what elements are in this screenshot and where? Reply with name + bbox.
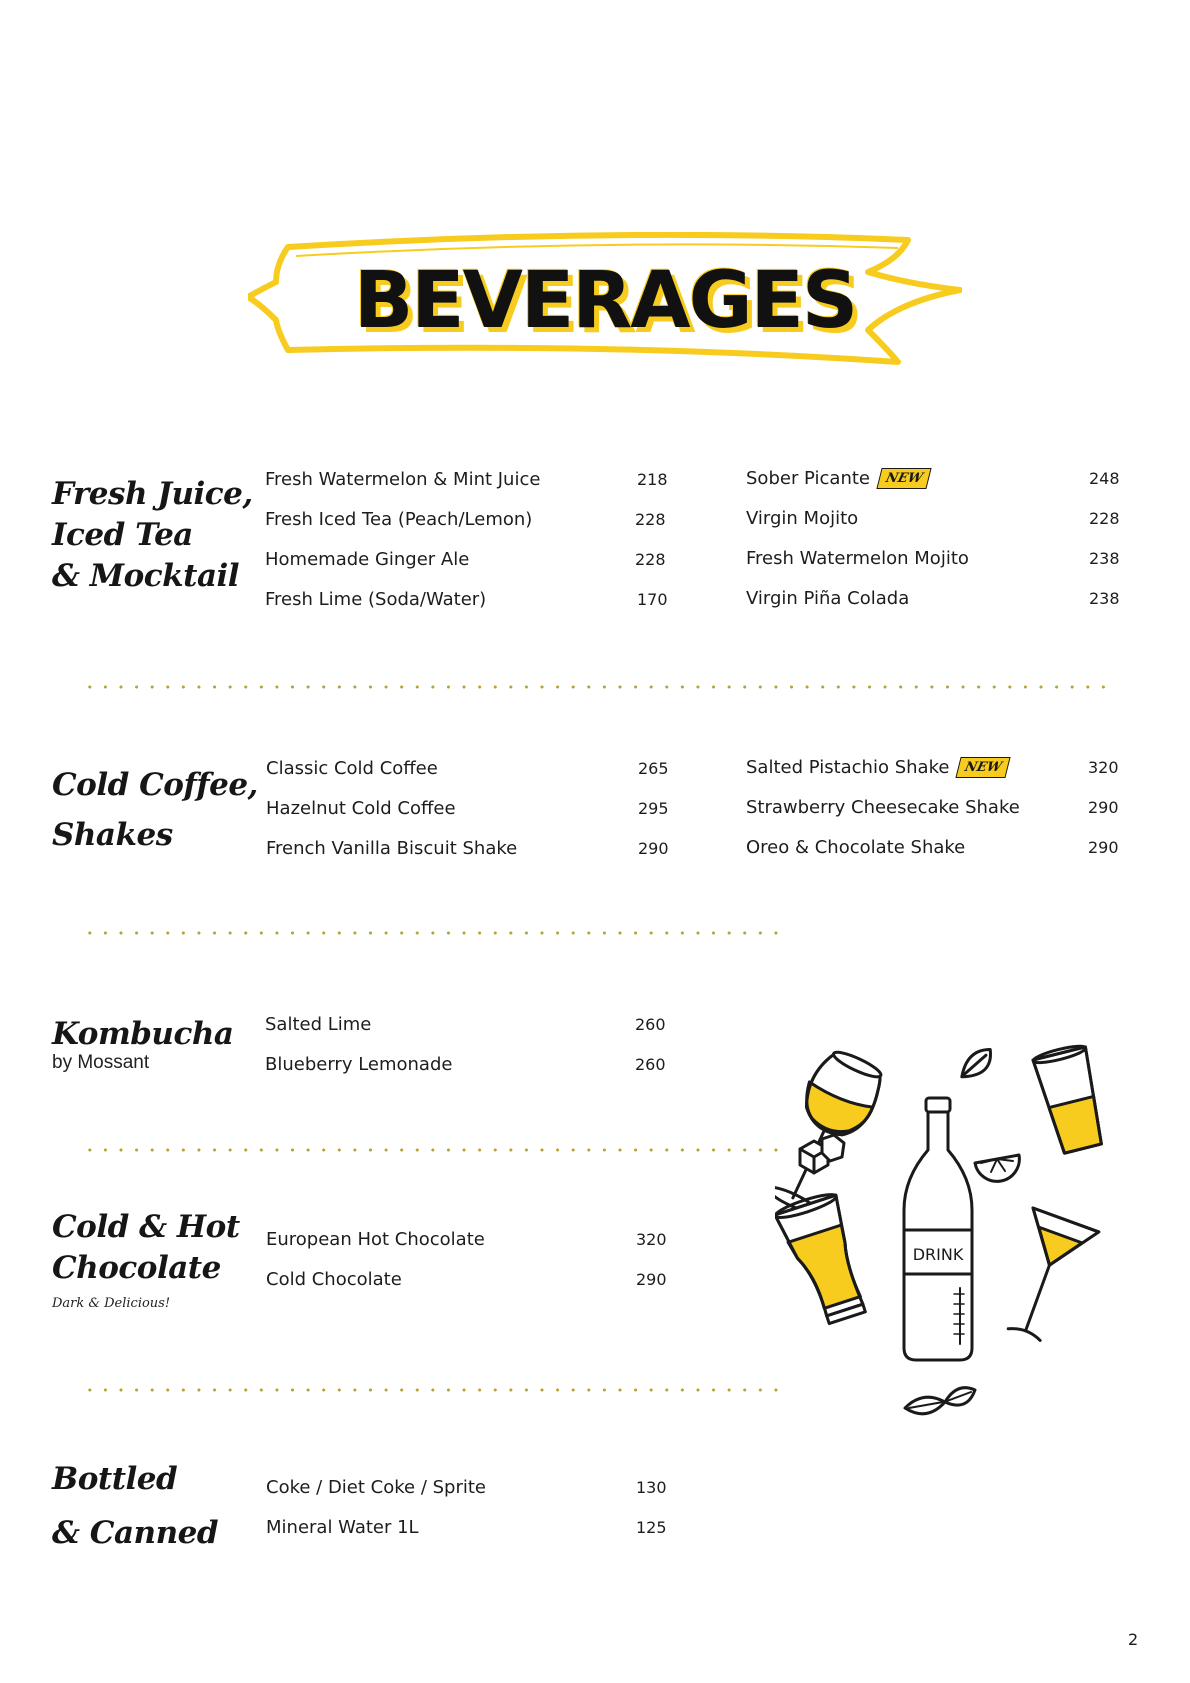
menu-item	[746, 835, 1119, 859]
item-price: 170	[637, 589, 668, 609]
item-name: Virgin Mojito	[746, 507, 859, 529]
page-number: 2	[1128, 1630, 1139, 1649]
menu-item	[746, 546, 1120, 570]
new-badge: NEW	[876, 468, 932, 489]
section-subtitle: by Mossant	[52, 1052, 150, 1073]
ice-cubes-icon	[800, 1135, 844, 1173]
item-name: Blueberry Lemonade	[265, 1053, 453, 1075]
bottle-icon	[904, 1098, 972, 1360]
item-price: 265	[638, 758, 669, 778]
item-price: 125	[636, 1517, 667, 1537]
section-title-bottled	[52, 1452, 218, 1560]
item-price: 218	[637, 469, 668, 489]
menu-item	[746, 795, 1119, 819]
item-price: 228	[635, 549, 666, 569]
item-name: Strawberry Cheesecake Shake	[746, 796, 1020, 818]
item-name: European Hot Chocolate	[266, 1228, 485, 1250]
menu-item	[265, 1012, 666, 1036]
menu-item	[265, 467, 668, 491]
page-title: BEVERAGES	[353, 256, 857, 346]
item-price: 260	[635, 1014, 666, 1034]
menu-item	[265, 507, 666, 531]
menu-item	[746, 586, 1120, 610]
item-price: 238	[1089, 588, 1120, 608]
item-name: Mineral Water 1L	[266, 1516, 419, 1538]
item-name: Fresh Iced Tea (Peach/Lemon)	[265, 508, 533, 530]
menu-item	[265, 1052, 666, 1076]
leaves-icon	[905, 1388, 975, 1414]
dotted-divider	[82, 684, 1106, 690]
item-price: 228	[1089, 508, 1120, 528]
section-title-line: Shakes	[52, 817, 173, 853]
section-title-line: Kombucha	[52, 1016, 234, 1052]
section-title-chocolate	[52, 1207, 240, 1289]
menu-item	[266, 1267, 667, 1291]
item-name: Virgin Piña Colada	[746, 587, 910, 609]
menu-item	[266, 1515, 667, 1539]
bottle-label: DRINK	[912, 1245, 964, 1264]
item-name: Fresh Watermelon & Mint Juice	[265, 468, 541, 490]
section-title-line: Fresh Juice,	[52, 476, 253, 512]
beer-glass-icon	[775, 1190, 873, 1329]
dotted-divider	[82, 930, 782, 936]
item-price: 320	[1088, 757, 1119, 777]
item-name: Fresh Watermelon Mojito	[746, 547, 969, 569]
section-title-line: Cold Coffee,	[52, 767, 258, 803]
item-price: 290	[638, 838, 669, 858]
item-name: Classic Cold Coffee	[266, 757, 438, 779]
menu-item	[746, 506, 1120, 530]
dotted-divider	[82, 1387, 782, 1393]
item-name	[746, 468, 929, 489]
item-name: Fresh Lime (Soda/Water)	[265, 588, 487, 610]
item-name-text: Salted Pistachio Shake	[746, 756, 950, 778]
section-title-line: Iced Tea	[52, 517, 193, 553]
item-name	[746, 757, 1009, 778]
section-title-line: Cold & Hot	[52, 1209, 240, 1245]
item-price: 260	[635, 1054, 666, 1074]
item-price: 290	[636, 1269, 667, 1289]
dotted-divider	[82, 1147, 782, 1153]
new-badge: NEW	[956, 757, 1012, 778]
item-name: Oreo & Chocolate Shake	[746, 836, 966, 858]
item-price: 320	[636, 1229, 667, 1249]
item-name: Coke / Diet Coke / Sprite	[266, 1476, 486, 1498]
section-title-kombucha	[52, 1014, 233, 1055]
section-title-cold-coffee	[52, 760, 258, 860]
leaf-icon	[956, 1048, 997, 1080]
martini-glass-icon	[991, 1208, 1099, 1347]
menu-item	[266, 756, 669, 780]
section-title-line: Chocolate	[52, 1250, 221, 1286]
section-title-line: & Mocktail	[52, 558, 240, 594]
menu-item	[265, 587, 668, 611]
menu-item	[746, 755, 1119, 779]
menu-item	[266, 1227, 667, 1251]
item-name-text: Sober Picante	[746, 467, 870, 489]
section-tagline: Dark & Delicious!	[52, 1296, 171, 1311]
item-name: Salted Lime	[265, 1013, 372, 1035]
menu-item	[265, 547, 666, 571]
item-name: Cold Chocolate	[266, 1268, 402, 1290]
menu-item	[266, 1475, 667, 1499]
lemon-slice-icon	[975, 1155, 1019, 1181]
section-title-line: & Canned	[52, 1515, 219, 1551]
menu-item	[266, 836, 669, 860]
item-price: 290	[1088, 837, 1119, 857]
item-name: French Vanilla Biscuit Shake	[266, 837, 518, 859]
item-price: 130	[636, 1477, 667, 1497]
item-price: 228	[635, 509, 666, 529]
beverages-banner	[248, 232, 962, 370]
tumbler-glass-icon	[1032, 1043, 1109, 1155]
item-name: Hazelnut Cold Coffee	[266, 797, 456, 819]
item-price: 290	[1088, 797, 1119, 817]
item-price: 295	[638, 798, 669, 818]
item-name: Homemade Ginger Ale	[265, 548, 470, 570]
item-price: 238	[1089, 548, 1120, 568]
menu-item	[746, 466, 1120, 490]
section-title-line: Bottled	[52, 1461, 178, 1497]
item-price: 248	[1089, 468, 1120, 488]
drinks-illustration	[775, 1040, 1165, 1460]
section-title-fresh-juice	[52, 474, 253, 597]
menu-item	[266, 796, 669, 820]
